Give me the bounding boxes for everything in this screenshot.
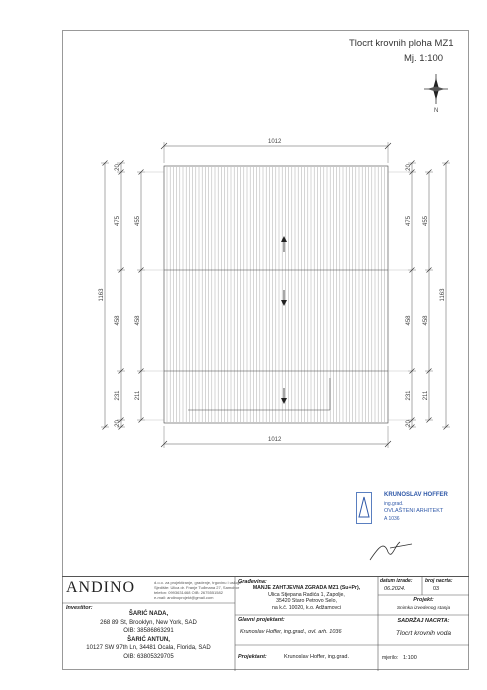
gradevina-label: Građevina:	[238, 579, 267, 585]
north-arrow-icon	[424, 74, 448, 114]
left-inner-dim-label: 455	[135, 215, 141, 227]
company-logo: ANDINO	[66, 579, 136, 596]
stamp-number: A 1036	[384, 516, 400, 522]
sadrzaj-value: Tlocrt krovnih voda	[396, 630, 451, 637]
projektant-value: Krunoslav Hoffer, ing.grad.	[284, 654, 350, 660]
signature-icon	[370, 542, 412, 560]
stamp-degree: ing.grad.	[384, 501, 404, 507]
right-outer-dim-label: 20	[406, 420, 412, 427]
broj-label: broj nacrta:	[425, 578, 453, 584]
gradevina-block: MANJE ZAHTJEVNA ZGRADA MZ1 (Su+Pr), Ulica Stjepana Radića 1, Zapolje, 35420 Staro Petrovo Selo, na k.č. 10020, k.o. Adžamovci	[252, 585, 361, 611]
datum-value: 06.2024.	[384, 586, 406, 592]
bottom-dimension	[161, 426, 391, 448]
broj-value: 03	[433, 586, 440, 592]
left-inner-dim-label: 211	[135, 390, 141, 401]
right-outer-dim-label: 458	[406, 315, 412, 326]
mjerilo-value: 1:100	[403, 655, 417, 661]
investor-block: ŠARIĆ NADA, 268 89 St, Brooklyn, New York, SAD OIB: 38586863291 ŠARIĆ ANTUN, 10127 SW 97th Ln, 34481 Ocala, Florida, SAD OIB: 63805329705	[86, 611, 211, 660]
sadrzaj-label: SADRŽAJ NACRTA:	[397, 618, 450, 624]
right-inner-dim-label: 455	[423, 215, 429, 227]
glavni-projektant-value: Krunoslav Hoffer, ing.grad., ovl. arh. 1036	[240, 629, 342, 635]
bottom-width-label: 1012	[268, 437, 282, 443]
company-info: d.o.o. za projektiranje, gradenje, trgovinu i usluge Sjedište: Ulica dr. Franje Tuđmana 27, Samobor telefon: 0993631468 OIB: 2675551582 e-mail: andinoprojekt@gmail.com	[154, 580, 242, 600]
datum-label: datum izrade:	[380, 578, 413, 584]
left-total-dim-label: 1163	[99, 288, 105, 302]
right-outer-dim-label: 475	[406, 215, 412, 227]
drawing-scale: Mj. 1:100	[404, 53, 444, 64]
glavni-projektant-label: Glavni projektant:	[238, 617, 285, 623]
projekt-label: Projekt:	[413, 597, 434, 603]
left-outer-dim-label: 475	[115, 215, 121, 227]
roof-outline	[164, 166, 388, 423]
stamp-name: KRUNOSLAV HOFFER	[384, 492, 448, 498]
investor-label: Investitor:	[66, 605, 93, 611]
projekt-value: Snimka izvedenog stanja	[396, 606, 451, 611]
right-total-dim-label: 1163	[440, 288, 446, 302]
north-label: N	[434, 108, 439, 114]
projektant-label: Projektant:	[238, 654, 267, 660]
drawing-title: Tlocrt krovnih ploha MZ1	[349, 38, 454, 49]
architect-stamp-logo	[356, 492, 372, 524]
left-outer-dim-label: 20	[115, 420, 121, 427]
right-outer-dim-label: 20	[406, 164, 412, 171]
left-outer-dim-label: 231	[115, 390, 121, 401]
right-outer-dim-label: 231	[406, 390, 412, 401]
top-dimension	[161, 139, 391, 163]
right-inner-dim-label: 211	[423, 390, 429, 401]
top-width-label: 1012	[268, 139, 282, 145]
right-inner-dim-label: 458	[423, 315, 429, 326]
left-outer-dim-label: 20	[115, 164, 121, 171]
title-block	[62, 576, 469, 671]
left-inner-dim-label: 458	[135, 315, 141, 326]
mjerilo-label: mjerilo:	[382, 655, 399, 661]
stamp-title: OVLAŠTENI ARHITEKT	[384, 508, 444, 514]
left-outer-dim-label: 458	[115, 315, 121, 326]
